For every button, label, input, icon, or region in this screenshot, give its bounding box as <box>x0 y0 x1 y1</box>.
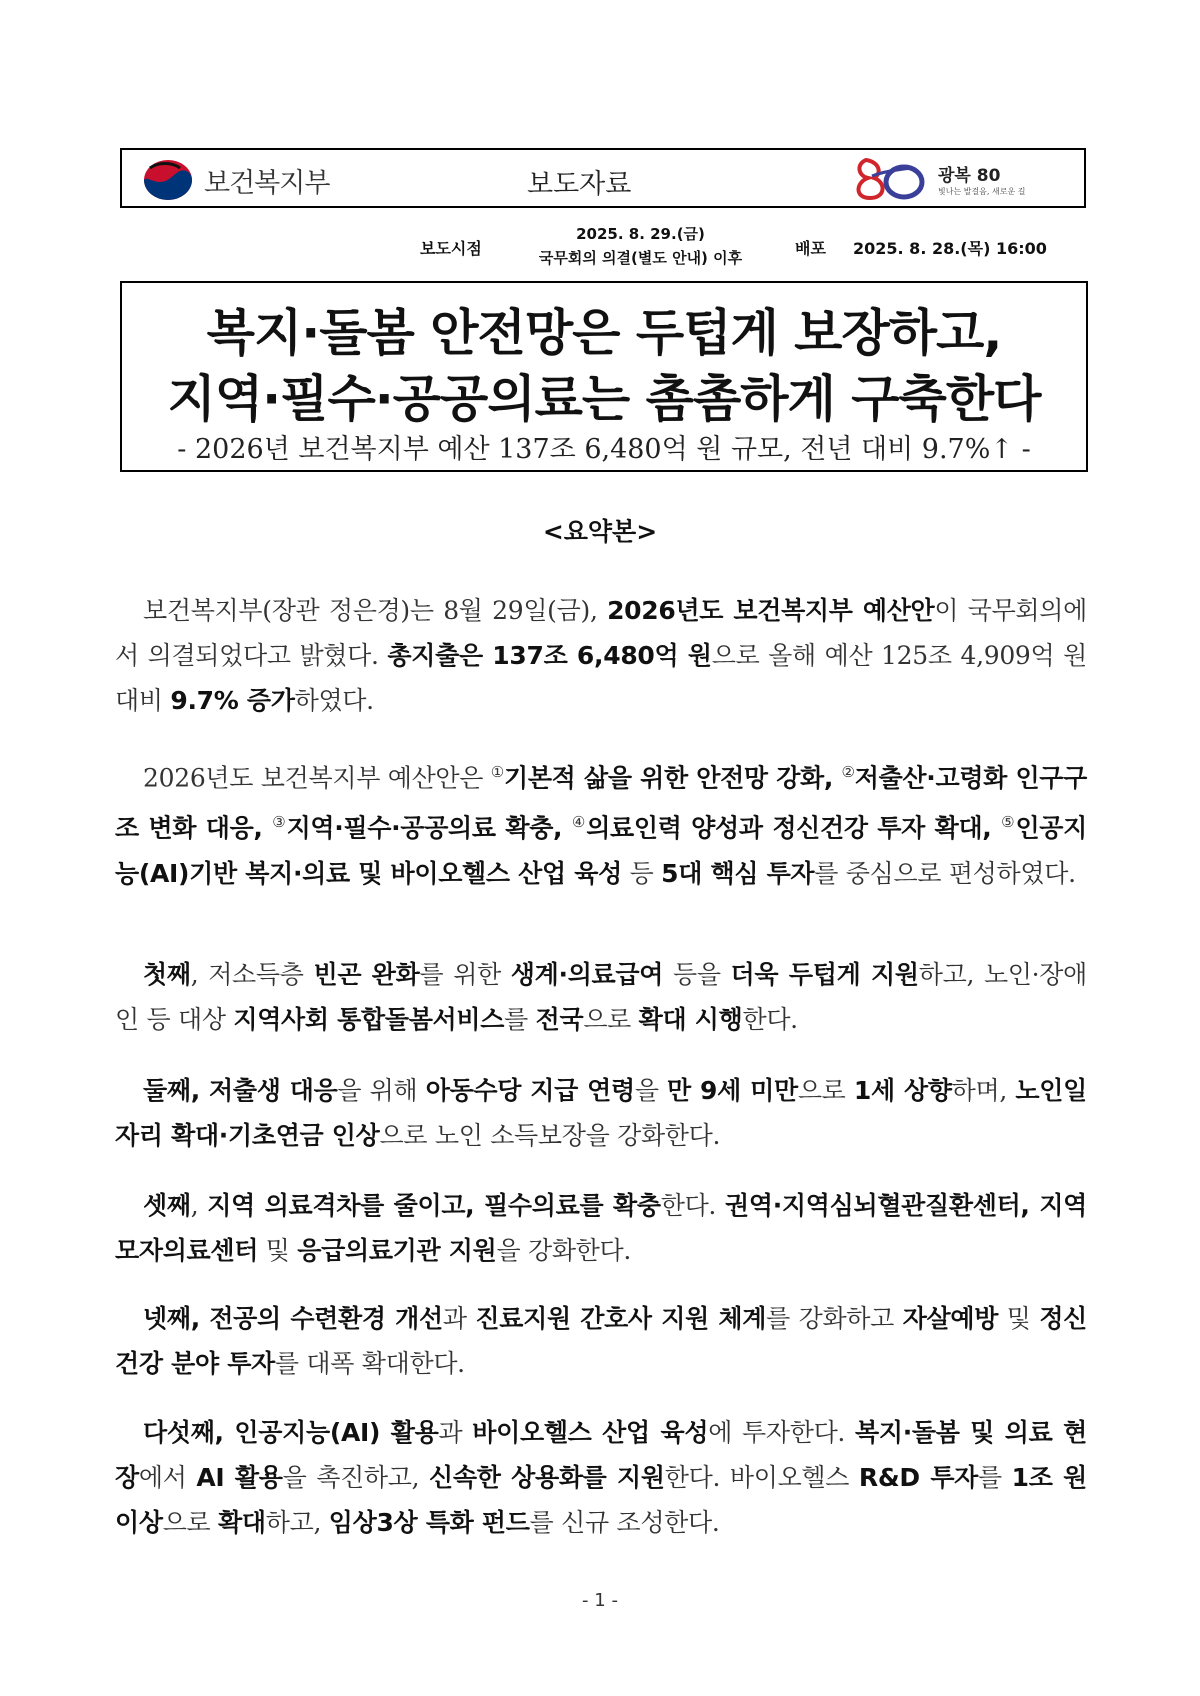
p7-text-9: 를 신규 조성한다. <box>529 1508 720 1537</box>
liberation-80-icon <box>852 154 932 204</box>
p1-text-2: 이 국무회의에서 의결되었다고 밝혔다. <box>115 596 1087 670</box>
ministry-name: 보건복지부 <box>204 167 330 199</box>
p6-bold-1: 넷째, 전공의 수련환경 개선 <box>143 1304 443 1333</box>
p4-bold-5: 노인일자리 확대·기초연금 인상 <box>115 1076 1087 1150</box>
p7-bold-7: 1조 원 이상 <box>115 1463 1087 1537</box>
p7-bold-4: AI 활용 <box>196 1463 283 1492</box>
paragraph-five-investments <box>115 750 1087 896</box>
p1-bold-3: 9.7% 증가 <box>170 686 295 715</box>
header-box <box>120 148 1086 208</box>
p4-text-5: 으로 노인 소득보장을 강화한다. <box>379 1121 721 1150</box>
p4-bold-3: 만 9세 미만 <box>667 1076 798 1105</box>
p5-text-3: 및 <box>258 1236 298 1265</box>
paragraph-second <box>115 1068 1087 1158</box>
p6-text-3: 및 <box>998 1304 1040 1333</box>
p2-num-4: ④ <box>571 813 587 832</box>
document-type: 보도자료 <box>527 169 632 200</box>
paragraph-first <box>115 952 1087 1042</box>
paragraph-third <box>115 1183 1087 1273</box>
p5-bold-3: 권역·지역심뇌혈관질환센터, 지역모자의료센터 <box>115 1191 1088 1265</box>
p7-text-5: 한다. 바이오헬스 <box>664 1463 859 1492</box>
p2-text-3: 를 중심으로 편성하였다. <box>814 858 1076 888</box>
p6-bold-3: 자살예방 <box>902 1304 999 1333</box>
p3-text-5: 를 <box>504 1005 536 1034</box>
title-box <box>120 281 1088 472</box>
p7-bold-2: 바이오헬스 산업 육성 <box>472 1418 709 1447</box>
p3-text-4: 하고, 노인·장애인 등 대상 <box>115 960 1088 1034</box>
page-number: - 1 - <box>582 1590 618 1611</box>
p3-text-7: 한다. <box>742 1005 798 1034</box>
p5-text-4: 을 강화한다. <box>496 1236 632 1265</box>
paragraph-fourth <box>115 1296 1087 1386</box>
title-line-2: 지역·필수·공공의료는 촘촘하게 구축한다 <box>167 370 1041 428</box>
summary-label: <요약본> <box>542 517 658 546</box>
p4-text-1: 을 위해 <box>337 1076 426 1105</box>
p4-bold-4: 1세 상향 <box>853 1076 952 1105</box>
distribution-label: 배포 <box>795 239 826 258</box>
p1-bold-2: 총지출은 137조 6,480억 원 <box>387 641 712 670</box>
p3-bold-7: 확대 시행 <box>638 1005 743 1034</box>
release-label: 보도시점 <box>420 239 482 258</box>
title-line-1: 복지·돌봄 안전망은 두텁게 보장하고, <box>206 304 1002 362</box>
paragraph-fifth <box>115 1410 1087 1545</box>
p3-text-2: 를 위한 <box>419 960 511 989</box>
p4-text-3: 으로 <box>797 1076 854 1105</box>
p2-num-3: ③ <box>272 813 287 832</box>
p6-text-2: 를 강화하고 <box>766 1304 903 1333</box>
p2-bold-5: 인공지능(AI)기반 복지·의료 및 바이오헬스 산업 육성 <box>115 813 1087 888</box>
p7-bold-5: 신속한 상용화를 지원 <box>429 1463 665 1492</box>
p7-text-3: 에서 <box>138 1463 197 1492</box>
p3-text-3: 등을 <box>663 960 731 989</box>
p7-text-7: 으로 <box>162 1508 219 1537</box>
p4-bold-2: 아동수당 지급 연령 <box>425 1076 635 1105</box>
p2-bold-1: 기본적 삶을 위한 안전망 강화, <box>503 763 842 793</box>
subtitle: - 2026년 보건복지부 예산 137조 6,480억 원 규모, 전년 대비 9.7%↑ - <box>177 434 1031 465</box>
p5-bold-4: 응급의료기관 지원 <box>297 1236 497 1265</box>
p7-text-8: 하고, <box>265 1508 329 1537</box>
p5-bold-1: 셋째 <box>143 1191 191 1220</box>
p6-text-1: 과 <box>442 1304 476 1333</box>
p3-bold-2: 빈곤 완화 <box>313 960 420 989</box>
p2-bold-3: 지역·필수·공공의료 확충, <box>286 813 572 843</box>
release-date-line1: 2025. 8. 29.(금) <box>576 225 705 243</box>
p2-bold-2: 저출산·고령화 인구구조 변화 대응, <box>115 763 1087 843</box>
p2-num-2: ② <box>841 763 855 781</box>
p7-text-6: 를 <box>978 1463 1012 1492</box>
p7-bold-3: 복지·돌봄 및 의료 현장 <box>115 1418 1088 1492</box>
p6-bold-2: 진료지원 간호사 지원 체계 <box>475 1304 767 1333</box>
p1-text-3: 으로 올해 예산 125조 4,909억 원 대비 <box>115 641 1087 715</box>
liberation-logo-text: 광복 80 <box>938 166 1001 186</box>
paragraph-intro <box>115 588 1087 723</box>
liberation-logo-subtext: 빛나는 발걸음, 새로운 길 <box>938 187 1026 196</box>
p3-bold-5: 지역사회 통합돌봄서비스 <box>233 1005 505 1034</box>
p7-text-4: 을 촉진하고, <box>282 1463 430 1492</box>
p3-bold-4: 더욱 두텁게 지원 <box>730 960 919 989</box>
liberation-80-logo <box>852 154 1025 204</box>
p7-text-1: 과 <box>438 1418 473 1447</box>
p7-bold-1: 다섯째, 인공지능(AI) 활용 <box>143 1418 439 1447</box>
release-date <box>513 222 768 270</box>
p4-bold-1: 둘째, 저출생 대응 <box>143 1076 338 1105</box>
p4-text-2: 을 <box>634 1076 668 1105</box>
p5-text-1: , <box>190 1191 208 1220</box>
taegeuk-icon <box>142 158 194 202</box>
p4-text-4: 하며, <box>951 1076 1016 1105</box>
distribution-date: 2025. 8. 28.(목) 16:00 <box>853 239 1047 258</box>
p7-bold-6: R&D 투자 <box>858 1463 979 1492</box>
p2-num-1: ① <box>490 763 504 781</box>
p5-bold-2: 지역 의료격차를 줄이고, 필수의료를 확충 <box>207 1191 661 1220</box>
p2-text-2: 등 <box>621 858 662 888</box>
p7-bold-9: 임상3상 특화 펀드 <box>328 1508 530 1537</box>
p5-text-2: 한다. <box>660 1191 726 1220</box>
p2-bold-4: 의료인력 양성과 정신건강 투자 확대, <box>586 813 1002 843</box>
p7-bold-8: 확대 <box>218 1508 266 1537</box>
p3-text-6: 으로 <box>583 1005 639 1034</box>
p2-bold-6: 5대 핵심 투자 <box>661 858 815 888</box>
p3-bold-6: 전국 <box>535 1005 584 1034</box>
p2-text-1: 2026년도 보건복지부 예산안은 <box>143 763 491 793</box>
p1-text-4: 하였다. <box>294 686 374 715</box>
p1-text-1: 보건복지부(장관 정은경)는 8월 29일(금), <box>143 596 608 625</box>
p1-bold-1: 2026년도 보건복지부 예산안 <box>607 596 935 625</box>
p3-text-1: , 저소득층 <box>190 960 314 989</box>
p6-text-4: 를 대폭 확대한다. <box>274 1349 465 1378</box>
p3-bold-3: 생계·의료급여 <box>510 960 664 989</box>
release-date-line2: 국무회의 의결(별도 안내) 이후 <box>538 249 743 267</box>
p3-bold-1: 첫째 <box>143 960 191 989</box>
p2-num-5: ⑤ <box>1001 813 1016 832</box>
p6-bold-4: 정신건강 분야 투자 <box>115 1304 1088 1378</box>
p7-text-2: 에 투자한다. <box>708 1418 855 1447</box>
ministry-logo <box>142 158 329 202</box>
